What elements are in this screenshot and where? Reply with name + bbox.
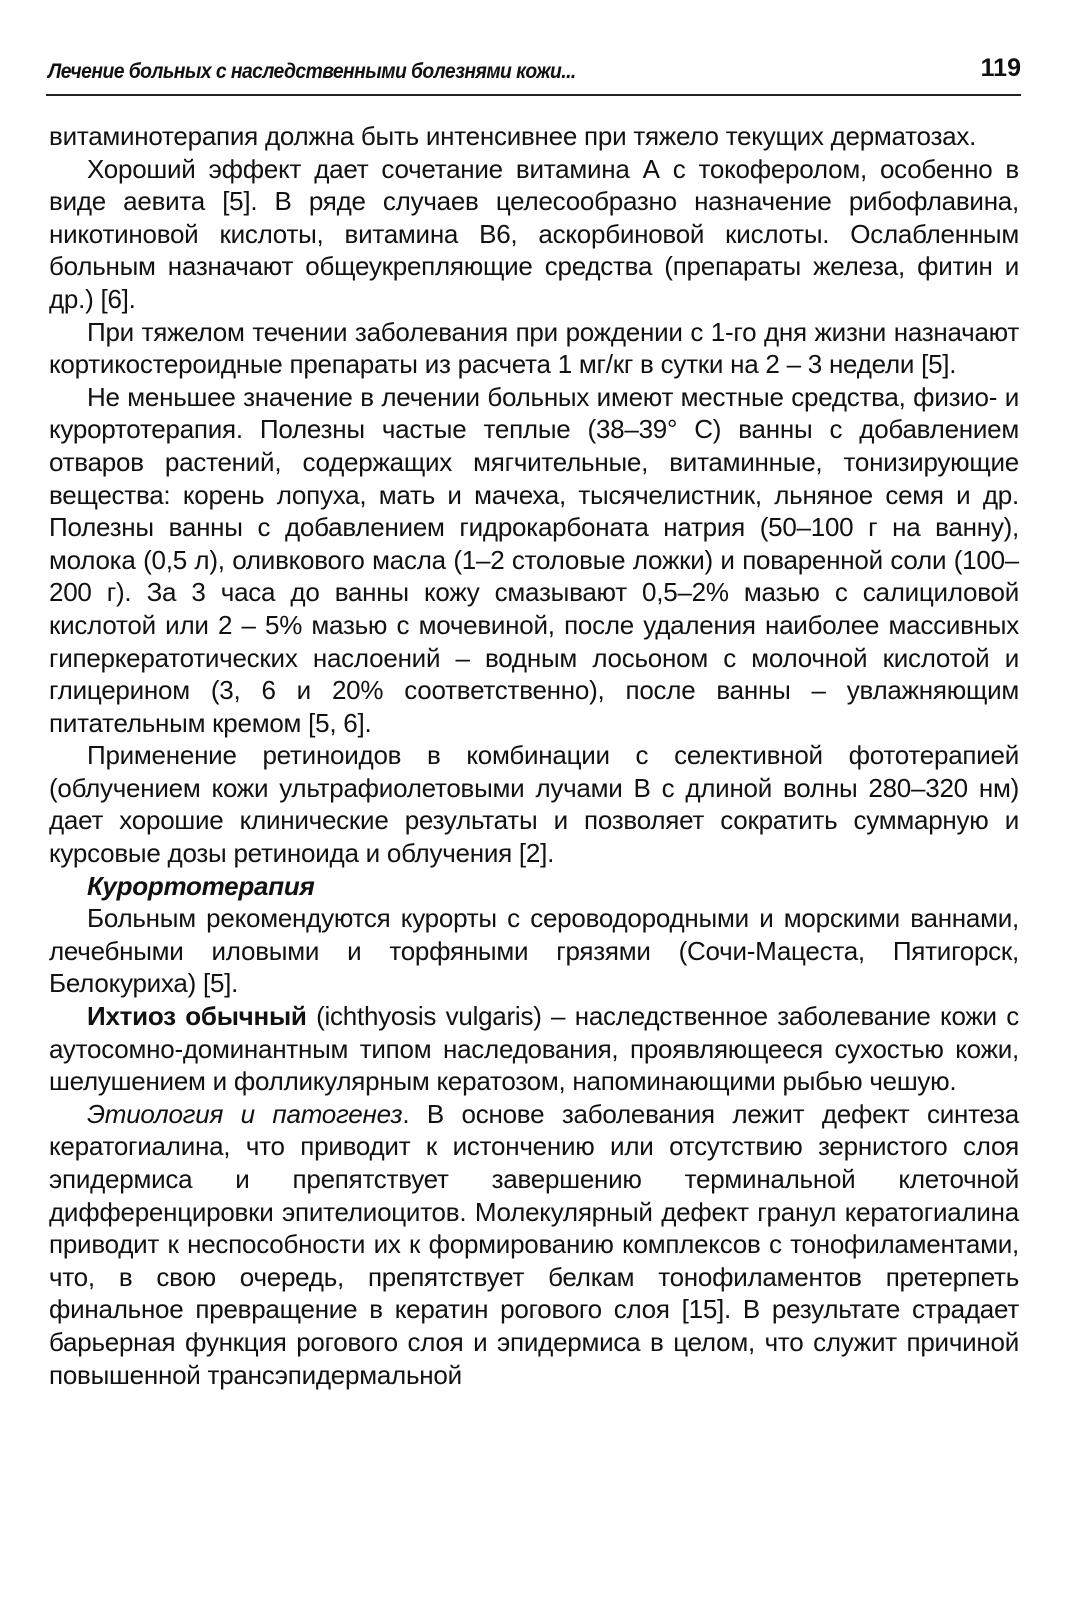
section-heading-resort-therapy: Курортотерапия	[87, 870, 315, 901]
running-title: Лечение больных с наследственными болезнями кожи...	[48, 60, 576, 83]
page-number: 119	[980, 54, 1021, 82]
paragraph-vitamins: Хороший эффект дает сочетание витамина А с токоферолом, особенно в виде аевита [5]. В ряде случаев целесообразно назначение рибофлавина, никотиновой кислоты, витамина В6, аскорбиновой кислоты. Ослабленным больным назначают общеукрепляющие средства (препараты железа, фитин и др.) [6].	[49, 153, 1019, 314]
paragraph-corticosteroids: При тяжелом течении заболевания при рождении с 1-го дня жизни назначают кортикостероидные препараты из расчета 1 мг/кг в сутки на 2 – 3 недели [5].	[49, 316, 1019, 380]
running-header	[46, 52, 1021, 96]
etiology-text: . В основе заболевания лежит дефект синтеза кератогиалина, что приводит к истончению или отсутствию зернистого слоя эпидермиса и препятствует завершению терминальной клеточной дифференцировки эпителиоцитов. Молекулярный дефект гранул кератогиалина приводит к неспособности их к формированию комплексов с тонофиламентами, что, в свою очередь, препятствует белкам тонофиламентов претерпеть финальное превращение в кератин рогового слоя [15]. В результате страдает барьерная функция рогового слоя и эпидермиса в целом, что служит причиной повышенной трансэпидермальной	[49, 1098, 1019, 1390]
definition-text: (ichthyosis vulgaris) – наследственное заболевание кожи с аутосомно-доминантным типом наследования, проявляющееся сухостью кожи, шелушением и фолликулярным кератозом, напоминающими рыбью чешую.	[49, 1001, 1019, 1097]
body-text	[49, 120, 1019, 1391]
paragraph-etiology	[49, 1098, 1019, 1391]
paragraph-resorts: Больным рекомендуются курорты с сероводородными и морскими ваннами, лечебными иловыми и торфяными грязями (Сочи-Мацеста, Пятигорск, Белокуриха) [5].	[49, 903, 1019, 999]
paragraph-retinoids: Применение ретиноидов в комбинации с селективной фототерапией (облучением кожи ультрафиолетовыми лучами В с длиной волны 280–320 нм) дает хорошие клинические результаты и позволяет сократить суммарную и курсовые дозы ретиноида и облучения [2].	[49, 740, 1019, 869]
paragraph-ichthyosis-definition	[49, 1000, 1019, 1098]
paragraph-continuation: витаминотерапия должна быть интенсивнее при тяжело текущих дерматозах.	[49, 121, 977, 151]
paragraph-local-therapy: Не меньшее значение в лечении больных имеют местные средства, физио- и курортотерапия. Полезны частые теплые (38–39° С) ванны с добавлением отваров растений, содержащих мягчительные, витаминные, тонизирующие вещества: корень лопуха, мать и мачеха, тысячелистник, льняное семя и др. Полезны ванны с добавлением гидрокарбоната натрия (50–100 г на ванну), молока (0,5 л), оливкового масла (1–2 столовые ложки) и поваренной соли (100–200 г). За 3 часа до ванны кожу смазывают 0,5–2% мазью с салициловой кислотой или 2 – 5% мазью с мочевиной, после удаления наиболее массивных гиперкератотических наслоений – водным лосьоном с молочной кислотой и глицерином (3, 6 и 20% соответственно), после ванны – увлажняющим питательным кремом [5, 6].	[49, 381, 1019, 738]
term-ichthyosis-vulgaris: Ихтиоз обычный	[87, 1001, 307, 1032]
subheading-etiology: Этиология и патогенез	[87, 1098, 403, 1129]
